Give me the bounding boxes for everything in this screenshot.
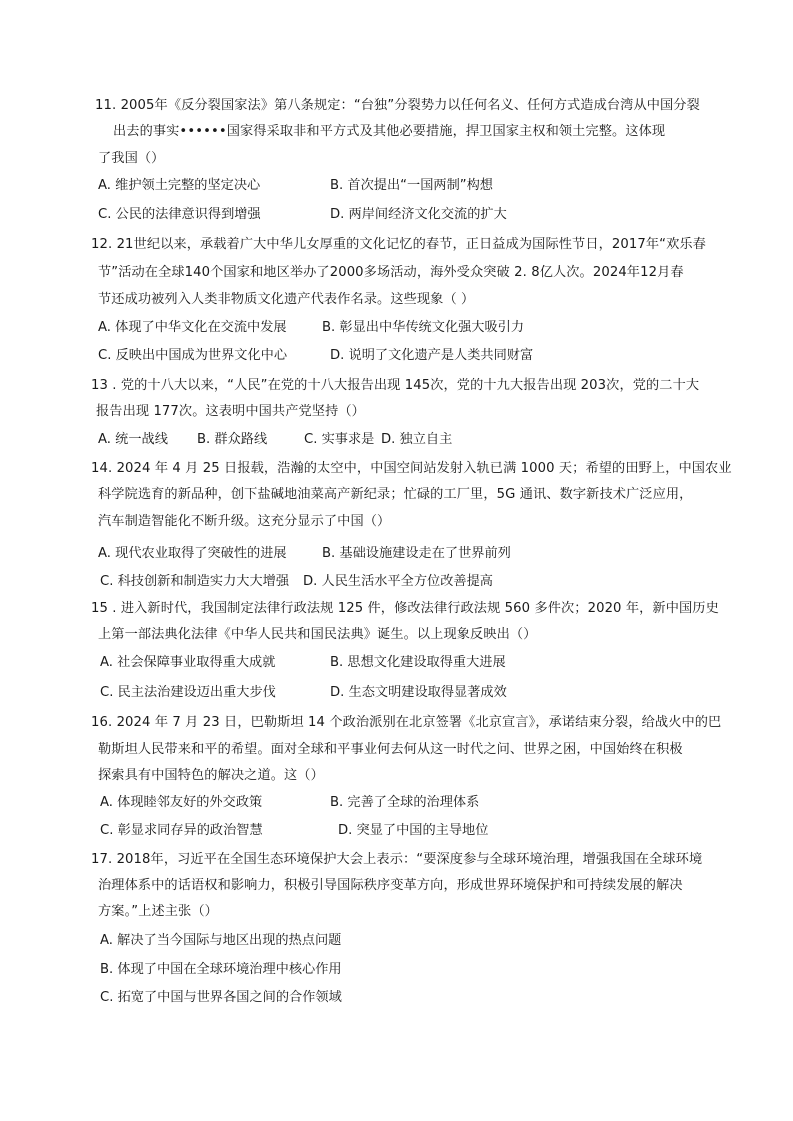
question-16-option-c[interactable]: C. 彰显求同存异的政治智慧 (100, 823, 263, 838)
question-11-line-1: 11. 2005年《反分裂国家法》第八条规定：“台独”分裂势力以任何名义、任何方式造成台湾从中国分裂 (95, 98, 700, 113)
question-11-line-3: 了我国（） (98, 151, 165, 166)
question-15-option-c[interactable]: C. 民主法治建设迈出重大步伐 (100, 685, 276, 700)
question-15-line-2: 上第一部法典化法律《中华人民共和国民法典》诞生。以上现象反映出（） (98, 627, 537, 642)
question-17-option-c[interactable]: C. 拓宽了中国与世界各国之间的合作领域 (100, 990, 342, 1005)
question-14-option-a[interactable]: A. 现代农业取得了突破性的进展 (98, 546, 287, 561)
question-17-line-3: 方案。”上述主张（） (98, 904, 218, 919)
question-15-option-a[interactable]: A. 社会保障事业取得重大成就 (100, 655, 276, 670)
question-14-line-2: 科学院选育的新品种，创下盐碱地油菜高产新纪录；忙碌的工厂里，5G 通讯、数字新技术广泛应用， (98, 487, 693, 502)
question-13-option-a[interactable]: A. 统一战线 (98, 432, 168, 447)
question-13-option-c[interactable]: C. 实事求是 (304, 432, 375, 447)
question-14-option-d[interactable]: D. 人民生活水平全方位改善提高 (303, 574, 493, 589)
question-12-line-3: 节还成功被列入人类非物质文化遗产代表作名录。这些现象（ ） (98, 292, 475, 307)
question-17-option-b[interactable]: B. 体现了中国在全球环境治理中核心作用 (100, 962, 342, 977)
question-12-line-1: 12. 21世纪以来，承载着广大中华儿女厚重的文化记忆的春节，正日益成为国际性节日，2017年“欢乐春 (91, 237, 706, 252)
question-17-line-1: 17. 2018年，习近平在全国生态环境保护大会上表示：“要深度参与全球环境治理，增强我国在全球环境 (91, 852, 703, 867)
question-16-line-1: 16. 2024 年 7 月 23 日，巴勒斯坦 14 个政治派别在北京签署《北京宣言》，承诺结束分裂，给战火中的巴 (91, 715, 722, 730)
question-16-option-b[interactable]: B. 完善了全球的治理体系 (330, 795, 480, 810)
question-11-option-c[interactable]: C. 公民的法律意识得到增强 (98, 207, 261, 222)
question-12-option-c[interactable]: C. 反映出中国成为世界文化中心 (98, 348, 288, 363)
question-13-option-d[interactable]: D. 独立自主 (381, 432, 453, 447)
question-11-option-a[interactable]: A. 维护领土完整的坚定决心 (98, 178, 261, 193)
question-16-line-3: 探索具有中国特色的解决之道。这（） (98, 768, 324, 783)
question-13-line-2: 报告出现 177次。这表明中国共产党坚持（） (96, 404, 365, 419)
question-16-line-2: 勒斯坦人民带来和平的希望。面对全球和平事业何去何从这一时代之问、世界之困，中国始终在积极 (98, 742, 683, 757)
question-14-option-c[interactable]: C. 科技创新和制造实力大大增强 (100, 574, 290, 589)
question-17-line-2: 治理体系中的话语权和影响力，积极引导国际秩序变革方向，形成世界环境保护和可持续发展的解决 (98, 878, 683, 893)
question-13-option-b[interactable]: B. 群众路线 (197, 432, 268, 447)
question-11-line-2: 出去的事实••••••国家得采取非和平方式及其他必要措施，捍卫国家主权和领土完整。这体现 (113, 124, 666, 139)
question-12-option-a[interactable]: A. 体现了中华文化在交流中发展 (98, 320, 287, 335)
question-11-option-d[interactable]: D. 两岸间经济文化交流的扩大 (330, 207, 507, 222)
question-12-option-b[interactable]: B. 彰显出中华传统文化强大吸引力 (322, 320, 525, 335)
question-11-option-b[interactable]: B. 首次提出“一国两制”构想 (330, 178, 493, 193)
question-15-line-1: 15 . 进入新时代，我国制定法律行政法规 125 件，修改法律行政法规 560 多件次；2020 年，新中国历史 (91, 601, 719, 616)
question-15-option-d[interactable]: D. 生态文明建设取得显著成效 (330, 685, 507, 700)
question-14-option-b[interactable]: B. 基础设施建设走在了世界前列 (322, 546, 511, 561)
question-13-line-1: 13 . 党的十八大以来，“人民”在党的十八大报告出现 145次，党的十九大报告出现 203次，党的二十大 (91, 378, 700, 393)
question-14-line-3: 汽车制造智能化不断升级。这充分显示了中国（） (98, 514, 391, 529)
question-16-option-d[interactable]: D. 突显了中国的主导地位 (338, 823, 489, 838)
question-16-option-a[interactable]: A. 体现睦邻友好的外交政策 (100, 795, 263, 810)
question-15-option-b[interactable]: B. 思想文化建设取得重大进展 (330, 655, 506, 670)
question-12-line-2: 节”活动在全球140个国家和地区举办了2000多场活动，海外受众突破 2. 8亿人次。2024年12月春 (98, 265, 684, 280)
question-14-line-1: 14. 2024 年 4 月 25 日报载，浩瀚的太空中，中国空间站发射入轨已满 1000 天；希望的田野上，中国农业 (91, 461, 732, 476)
question-17-option-a[interactable]: A. 解决了当今国际与地区出现的热点问题 (100, 933, 342, 948)
question-12-option-d[interactable]: D. 说明了文化遗产是人类共同财富 (330, 348, 534, 363)
